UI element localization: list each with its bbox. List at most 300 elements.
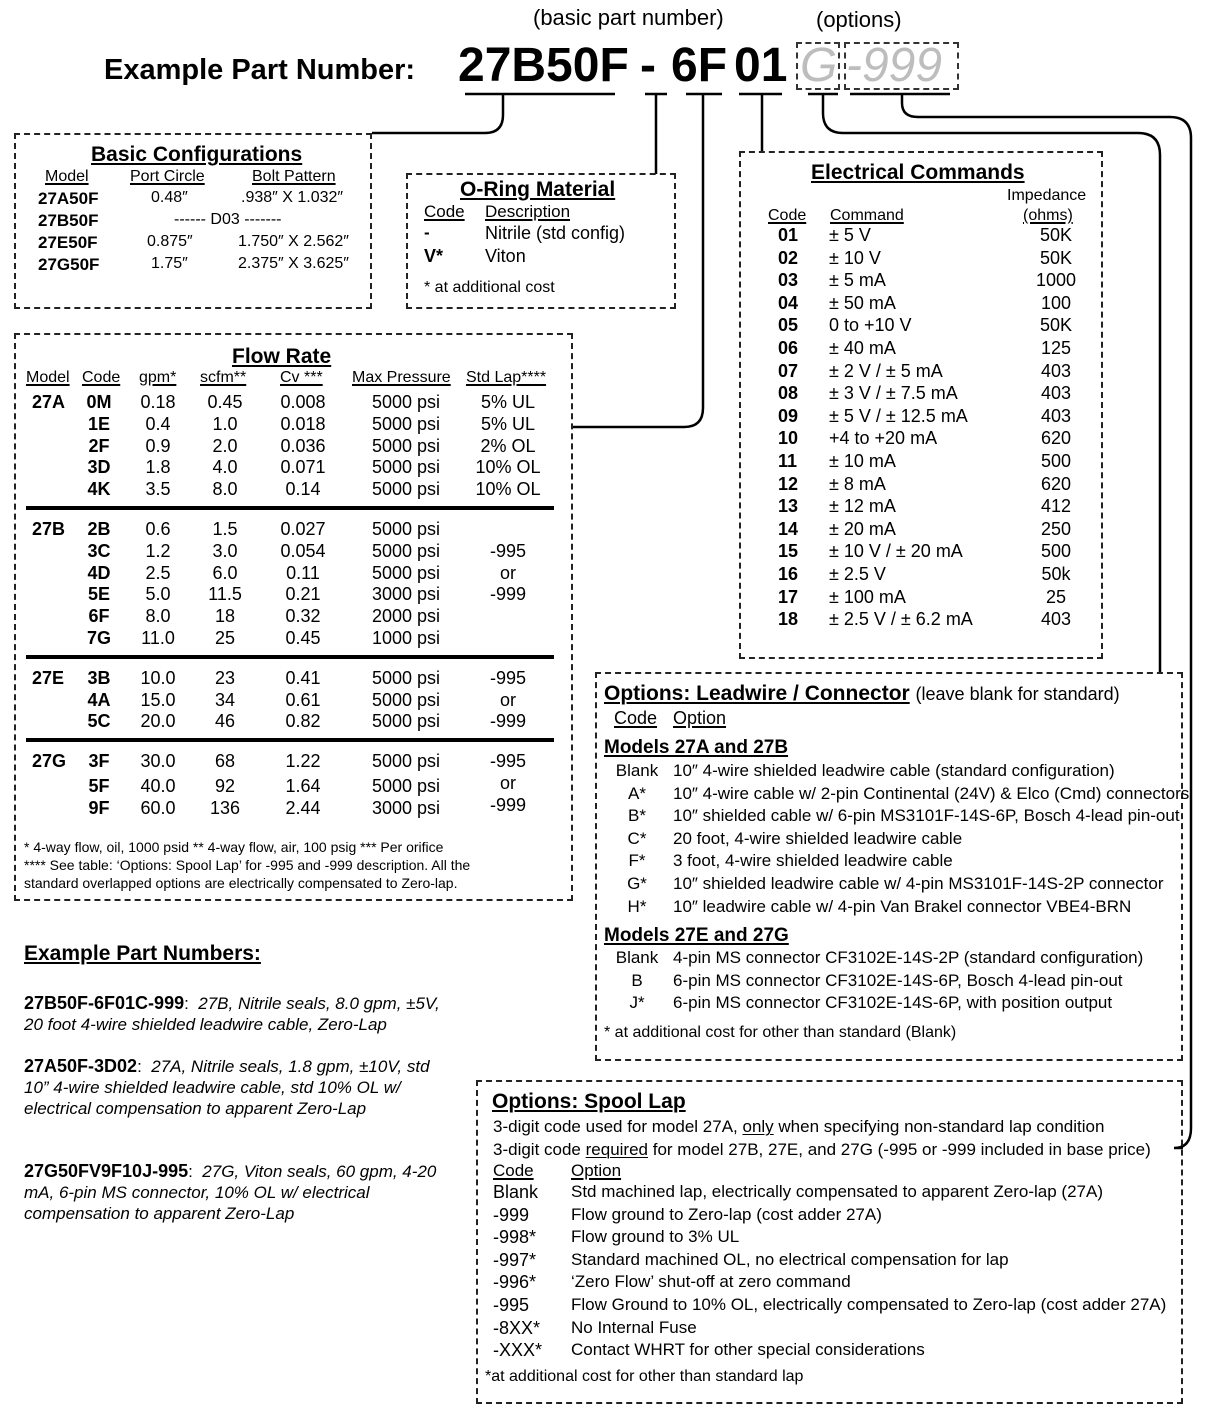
command-code: 07 (778, 360, 799, 381)
max-pressure: 5000 psi (371, 776, 441, 796)
leadwire-title: Options: Leadwire / Connector (604, 682, 910, 705)
cv: 0.071 (280, 457, 326, 478)
command-value: ± 2.5 V / ± 6.2 mA (829, 609, 973, 630)
flow-code: 3F (88, 751, 110, 772)
command-code: 01 (778, 225, 799, 245)
command-value: 0 to +10 V (829, 315, 912, 336)
table-row (741, 315, 1101, 337)
impedance-value: 125 (1040, 338, 1072, 358)
std-lap: or (499, 689, 516, 710)
table-row (16, 457, 571, 479)
header-option: Option (571, 1161, 622, 1180)
command-value: ± 2.5 V (829, 564, 886, 584)
table-row (16, 436, 571, 458)
option-code: J* (629, 993, 645, 1013)
spool-lap-note: *at additional cost for other than standard lap (485, 1368, 804, 1385)
model: 27B50F (38, 211, 99, 230)
header-code: Code (614, 708, 658, 728)
table-row (741, 564, 1101, 586)
impedance-value: 620 (1040, 428, 1072, 449)
table-row (741, 270, 1101, 292)
table-row (16, 255, 370, 277)
command-value: ± 3 V / ± 7.5 mA (829, 383, 958, 404)
header-max-pressure: Max Pressure (352, 369, 451, 386)
model: 27A (32, 392, 66, 412)
header-command: Command (830, 207, 904, 224)
leadwire-connector-box (595, 672, 1190, 1061)
header-impedance: Impedance (1007, 187, 1087, 204)
impedance-value: 50K (1039, 247, 1073, 268)
gpm: 3.5 (145, 479, 171, 500)
option-code: B* (628, 806, 646, 826)
table-row (597, 874, 1181, 896)
std-lap-note (16, 563, 571, 585)
command-value: ± 20 mA (829, 518, 896, 539)
oring-material-box (406, 173, 676, 309)
table-row (16, 189, 370, 211)
oring-code: - (424, 223, 430, 242)
part-option-connector: G (800, 39, 838, 92)
impedance-value: 412 (1040, 496, 1072, 517)
model: 27B (32, 519, 66, 539)
option-code: H* (627, 896, 647, 916)
scfm: 8.0 (212, 479, 238, 500)
cv: 0.32 (285, 606, 321, 627)
example-part-number: 27A50F-3D02 (24, 1056, 138, 1076)
max-pressure: 5000 psi (371, 457, 441, 478)
command-value: ± 10 mA (829, 451, 896, 471)
flow-code: 4D (87, 562, 111, 583)
scfm: 25 (214, 628, 236, 648)
flow-code: 9F (88, 797, 110, 818)
impedance-value: 500 (1040, 451, 1072, 471)
std-lap: 5% UL (480, 413, 536, 434)
command-code: 05 (778, 315, 799, 336)
std-lap: -999 (489, 584, 527, 605)
gpm: 20.0 (140, 711, 176, 732)
flow-code: 3B (87, 667, 111, 688)
max-pressure: 5000 psi (371, 540, 441, 561)
cv: 0.61 (285, 689, 321, 710)
command-code: 09 (778, 405, 799, 426)
lap-description: Flow Ground to 10% OL, electrically compensated to Zero-lap (cost adder 27A) (571, 1295, 1167, 1314)
model: 27E50F (38, 233, 98, 252)
table-row (597, 806, 1181, 828)
text: when specifying non-standard lap condition (773, 1117, 1105, 1136)
table-row (741, 338, 1101, 360)
leadwire-note: * at additional cost for other than standard (Blank) (604, 1024, 957, 1041)
gpm: 2.5 (145, 562, 171, 583)
table-row (16, 233, 370, 255)
max-pressure: 5000 psi (371, 711, 441, 732)
group-separator (26, 738, 554, 742)
flow-code: 0M (86, 392, 112, 412)
gpm: 60.0 (140, 797, 176, 818)
lap-code: Blank (493, 1182, 539, 1202)
option-description: 6-pin MS connector CF3102E-14S-6P, Bosch 4-lead pin-out (673, 970, 1123, 990)
scfm: 11.5 (208, 584, 242, 605)
example-part-number: 27B50F-6F01C-999 (24, 993, 185, 1013)
impedance-value: 100 (1040, 292, 1072, 313)
table-row (741, 248, 1101, 270)
example-item: 27G50FV9F10J-995: 27G, Viton seals, 60 gpm, 4-20 mA, 6-pin MS connector, 10% OL w/ electrical compensation to apparent Zero-Lap (24, 1161, 437, 1223)
table-row (478, 1227, 1181, 1249)
header-code: Code (424, 202, 465, 221)
lap-code: -8XX* (493, 1317, 541, 1338)
option-description: 10″ leadwire cable w/ 4-pin Van Brakel connector VBE4-BRN (673, 896, 1132, 916)
gpm: 0.4 (145, 413, 171, 434)
example-item: 27B50F-6F01C-999: 27B, Nitrile seals, 8.0 gpm, ±5V, 20 foot 4-wire shielded leadwire cable, Zero-Lap (24, 993, 440, 1034)
example-item: 27A50F-3D02: 27A, Nitrile seals, 1.8 gpm, ±10V, std 10” 4-wire shielded leadwire cable, std 10% OL w/ electrical compensation to apparent Zero-Lap (24, 1056, 430, 1118)
lap-description: No Internal Fuse (571, 1317, 697, 1337)
command-code: 17 (778, 586, 799, 607)
command-value: ± 40 mA (829, 338, 896, 358)
scfm: 3.0 (212, 540, 238, 561)
cv: 0.036 (280, 435, 326, 456)
footnote: * 4-way flow, oil, 1000 psid ** 4-way flow, air, 100 psig *** Per orifice (24, 839, 444, 855)
header-std-lap: Std Lap**** (466, 369, 547, 386)
cv: 0.027 (280, 519, 326, 539)
model: 27G (32, 751, 67, 772)
table-row (741, 609, 1101, 631)
footnote: **** See table: ‘Options: Spool Lap’ for -995 and -999 description. All the (24, 857, 471, 873)
table-row (741, 519, 1101, 541)
command-value: ± 10 V (829, 247, 881, 268)
part-option-lap: -999 (846, 39, 943, 92)
scfm: 4.0 (212, 457, 238, 478)
max-pressure: 1000 psi (371, 628, 441, 648)
spool-lap-title: Options: Spool Lap (492, 1090, 686, 1113)
std-lap: 10% OL (475, 479, 541, 500)
leadwire-title-line (604, 682, 1120, 706)
option-description: 10″ 4-wire cable w/ 2-pin Continental (24V) & Elco (Cmd) connectors (673, 783, 1190, 803)
table-row (16, 392, 571, 414)
flow-rate-box (14, 333, 573, 901)
options-label: (options) (816, 7, 902, 32)
part-flow-code: 6F (671, 39, 728, 92)
option-description: 10″ shielded leadwire cable w/ 4-pin MS3101F-14S-2P connector (673, 874, 1164, 893)
header-code: Code (493, 1161, 534, 1180)
cv: 0.14 (285, 479, 321, 500)
basic-configurations-box (14, 133, 372, 309)
scfm: 68 (214, 751, 236, 772)
examples-title: Example Part Numbers: (24, 942, 261, 965)
impedance-value: 25 (1045, 586, 1067, 607)
impedance-value: 403 (1040, 360, 1072, 381)
bolt-pattern: .938″ X 1.032″ (241, 189, 344, 206)
oring-desc: Nitrile (std config) (485, 223, 626, 243)
std-lap-note (16, 795, 571, 817)
cv: 1.22 (285, 751, 321, 772)
table-row (741, 361, 1101, 383)
command-value: ± 10 V / ± 20 mA (829, 541, 963, 562)
header-port-circle: Port Circle (130, 168, 205, 185)
impedance-value: 50k (1041, 564, 1071, 584)
scfm: 23 (214, 667, 236, 688)
flow-code: 5E (87, 584, 111, 605)
std-lap-note (16, 690, 571, 712)
oring-note: * at additional cost (424, 279, 555, 296)
table-row (16, 211, 370, 233)
gpm: 10.0 (140, 667, 176, 688)
max-pressure: 2000 psi (371, 606, 441, 627)
example-description: 27B, Nitrile seals, 8.0 gpm, ±5V, 20 foot 4-wire shielded leadwire cable, Zero-Lap (24, 994, 440, 1034)
port-circle: 0.48″ (151, 189, 188, 206)
impedance-value: 403 (1040, 383, 1072, 404)
scfm: 2.0 (212, 435, 238, 456)
scfm: 34 (214, 689, 236, 710)
gpm: 0.18 (140, 392, 176, 412)
table-row (597, 783, 1190, 806)
example-description: 27G, Viton seals, 60 gpm, 4-20 mA, 6-pin MS connector, 10% OL w/ electrical compensation to apparent Zero-Lap (24, 1162, 437, 1223)
table-row (597, 971, 1181, 993)
cv: 0.008 (280, 392, 326, 412)
command-code: 14 (778, 518, 799, 539)
std-lap-note (16, 773, 571, 795)
model: 27A50F (38, 189, 99, 208)
spool-lap-intro-2 (493, 1140, 1151, 1160)
flow-rate-title: Flow Rate (232, 345, 332, 368)
table-row (16, 519, 571, 541)
table-row (478, 1295, 1181, 1317)
oring-title: O-Ring Material (460, 178, 616, 201)
max-pressure: 5000 psi (371, 435, 441, 456)
max-pressure: 5000 psi (371, 392, 441, 412)
electrical-title: Electrical Commands (811, 161, 1025, 184)
command-code: 02 (778, 247, 799, 268)
model: 27E (32, 667, 65, 688)
command-value: +4 to +20 mA (829, 428, 938, 449)
example-part-number: 27G50FV9F10J-995 (24, 1161, 189, 1181)
lap-description: Flow ground to Zero-lap (cost adder 27A) (571, 1204, 882, 1224)
flow-code: 1E (87, 413, 111, 434)
gpm: 1.2 (145, 540, 171, 561)
text-emphasis: required (585, 1140, 648, 1159)
impedance-value: 50K (1039, 315, 1073, 336)
std-lap: or (499, 562, 516, 583)
lap-code: -996* (493, 1272, 537, 1293)
lap-code: -997* (493, 1249, 537, 1270)
spool-lap-box (476, 1080, 1183, 1404)
gpm: 8.0 (145, 606, 171, 627)
option-code: B (631, 970, 643, 990)
header-option: Option (673, 708, 727, 728)
lap-code: -995 (493, 1295, 530, 1315)
std-lap: 5% UL (480, 392, 536, 412)
flow-code: 3C (87, 540, 111, 561)
std-lap-note (16, 541, 571, 563)
cv: 0.45 (285, 628, 321, 648)
command-code: 12 (778, 473, 799, 494)
cv: 0.21 (285, 584, 321, 605)
command-code: 04 (778, 292, 799, 313)
port-circle: 0.875″ (147, 233, 193, 250)
header-cv: Cv *** (280, 369, 323, 386)
flow-code: 5C (87, 711, 111, 732)
oring-code: V* (424, 246, 444, 266)
gpm: 40.0 (140, 776, 176, 796)
std-lap: -999 (489, 794, 527, 815)
table-row (597, 948, 1181, 970)
text: 3-digit code used for model 27A, (493, 1117, 743, 1136)
header-model: Model (26, 369, 70, 386)
std-lap-note (16, 751, 571, 773)
model: 27G50F (38, 255, 100, 274)
group-title-27a-27b: Models 27A and 27B (604, 737, 789, 758)
scfm: 6.0 (212, 562, 238, 583)
lap-description: Contact WHRT for other special considerations (571, 1340, 925, 1360)
command-value: ± 8 mA (829, 473, 886, 494)
table-row (16, 414, 571, 436)
port-circle: 1.75″ (151, 255, 188, 272)
max-pressure: 5000 psi (371, 667, 441, 688)
table-row (741, 225, 1101, 247)
gpm: 15.0 (140, 689, 176, 710)
std-lap: -995 (489, 667, 527, 688)
command-code: 13 (778, 496, 799, 517)
table-row (478, 1340, 1181, 1362)
flow-code: 2F (88, 435, 110, 456)
max-pressure: 5000 psi (371, 562, 441, 583)
flow-code: 7G (86, 628, 111, 648)
bolt-pattern: 2.375″ X 3.625″ (238, 255, 349, 272)
scfm: 46 (214, 711, 236, 732)
gpm: 0.6 (145, 519, 171, 539)
header-ohms: (ohms) (1023, 207, 1073, 224)
header-description: Description (485, 202, 571, 221)
scfm: 0.45 (207, 392, 243, 412)
lap-code: -998* (493, 1227, 537, 1248)
max-pressure: 3000 psi (371, 797, 441, 818)
flow-code: 4K (87, 479, 111, 500)
table-row (478, 1182, 1181, 1204)
text: for model 27B, 27E, and 27G (-995 or -999 included in base price) (648, 1140, 1151, 1159)
std-lap: 2% OL (480, 435, 536, 456)
scfm: 18 (214, 606, 236, 627)
std-lap: -995 (489, 540, 527, 561)
lap-description: Std machined lap, electrically compensated to apparent Zero-lap (27A) (571, 1182, 1104, 1201)
option-description: 20 foot, 4-wire shielded leadwire cable (673, 828, 963, 848)
max-pressure: 5000 psi (371, 689, 441, 710)
text-emphasis: only (742, 1117, 774, 1136)
gpm: 11.0 (141, 628, 175, 648)
gpm: 5.0 (145, 584, 171, 605)
flow-code: 6F (88, 606, 110, 627)
scfm: 1.5 (212, 519, 238, 539)
gpm: 30.0 (140, 751, 176, 772)
scfm: 1.0 (212, 413, 238, 434)
flow-code: 5F (88, 776, 110, 796)
command-code: 03 (778, 270, 799, 291)
max-pressure: 5000 psi (371, 751, 441, 772)
std-lap-note (16, 711, 571, 733)
table-row (741, 587, 1101, 609)
command-value: ± 100 mA (829, 586, 906, 607)
command-code: 18 (778, 609, 799, 630)
gpm: 1.8 (145, 457, 171, 478)
lap-code: -XXX* (493, 1340, 543, 1361)
table-row (597, 897, 1181, 919)
part-oring-code: - (640, 39, 656, 92)
command-value: ± 50 mA (829, 292, 896, 313)
option-code: C* (627, 828, 647, 848)
lap-description: ‘Zero Flow’ shut-off at zero command (571, 1272, 851, 1292)
lap-description: Standard machined OL, no electrical compensation for lap (571, 1249, 1009, 1269)
lap-description: Flow ground to 3% UL (571, 1227, 740, 1247)
table-row (741, 383, 1101, 405)
option-description: 10″ 4-wire shielded leadwire cable (standard configuration) (673, 761, 1115, 780)
command-value: ± 5 V (829, 225, 871, 245)
max-pressure: 5000 psi (371, 519, 441, 539)
flow-code: 3D (87, 457, 111, 478)
table-row (597, 761, 1181, 783)
command-code: 08 (778, 383, 799, 404)
table-row (741, 451, 1101, 473)
bolt-pattern: ------ D03 ------- (174, 211, 282, 228)
table-row (16, 606, 571, 628)
line-to-basic (372, 94, 503, 133)
option-description: 4-pin MS connector CF3102E-14S-2P (standard configuration) (673, 948, 1144, 967)
std-lap: or (499, 773, 516, 793)
option-code: G* (627, 874, 647, 893)
page-title: Example Part Number: (104, 54, 416, 86)
table-row (597, 851, 1181, 873)
basic-configurations-title: Basic Configurations (91, 143, 303, 166)
table-row (597, 829, 1181, 851)
option-description: 3 foot, 4-wire shielded leadwire cable (673, 851, 953, 871)
command-value: ± 5 mA (829, 270, 886, 291)
table-row (478, 1272, 1181, 1294)
table-row (741, 496, 1101, 518)
bolt-pattern: 1.750″ X 2.562″ (238, 233, 349, 250)
cv: 0.018 (280, 413, 326, 434)
flow-code: 2B (87, 519, 111, 539)
max-pressure: 5000 psi (371, 413, 441, 434)
command-value: ± 5 V / ± 12.5 mA (829, 405, 968, 426)
impedance-value: 50K (1039, 225, 1073, 245)
spool-lap-intro-1 (493, 1117, 1104, 1137)
part-command-code: 01 (734, 39, 788, 92)
example-description: 27A, Nitrile seals, 1.8 gpm, ±10V, std 10” 4-wire shielded leadwire cable, std 10% OL w/ electrical compensation to apparent Zero-Lap (24, 1057, 430, 1118)
option-code: A* (628, 783, 646, 803)
std-lap: -999 (489, 711, 527, 732)
scfm: 92 (214, 776, 236, 796)
command-value: ± 2 V / ± 5 mA (829, 360, 943, 381)
command-code: 10 (778, 428, 799, 449)
command-code: 16 (778, 564, 799, 584)
impedance-value: 1000 (1035, 270, 1077, 291)
group-title-27e-27g: Models 27E and 27G (604, 925, 789, 946)
command-value: ± 12 mA (829, 496, 896, 517)
table-row (741, 428, 1101, 450)
cv: 0.82 (285, 711, 321, 732)
option-code: F* (628, 851, 646, 871)
leadwire-title-note: (leave blank for standard) (915, 684, 1120, 704)
table-row (597, 993, 1181, 1015)
cv: 1.64 (285, 776, 321, 796)
max-pressure: 5000 psi (371, 479, 441, 500)
table-row (741, 541, 1101, 563)
option-description: 10″ shielded cable w/ 6-pin MS3101F-14S-6P, Bosch 4-lead pin-out (673, 806, 1180, 826)
std-lap: 10% OL (475, 457, 541, 478)
command-code: 06 (778, 338, 799, 358)
gpm: 0.9 (145, 435, 171, 456)
impedance-value: 620 (1040, 473, 1072, 494)
option-description: 6-pin MS connector CF3102E-14S-6P, with position output (673, 993, 1113, 1013)
impedance-value: 250 (1040, 518, 1072, 539)
table-row (478, 1250, 1181, 1272)
command-code: 15 (778, 541, 799, 562)
